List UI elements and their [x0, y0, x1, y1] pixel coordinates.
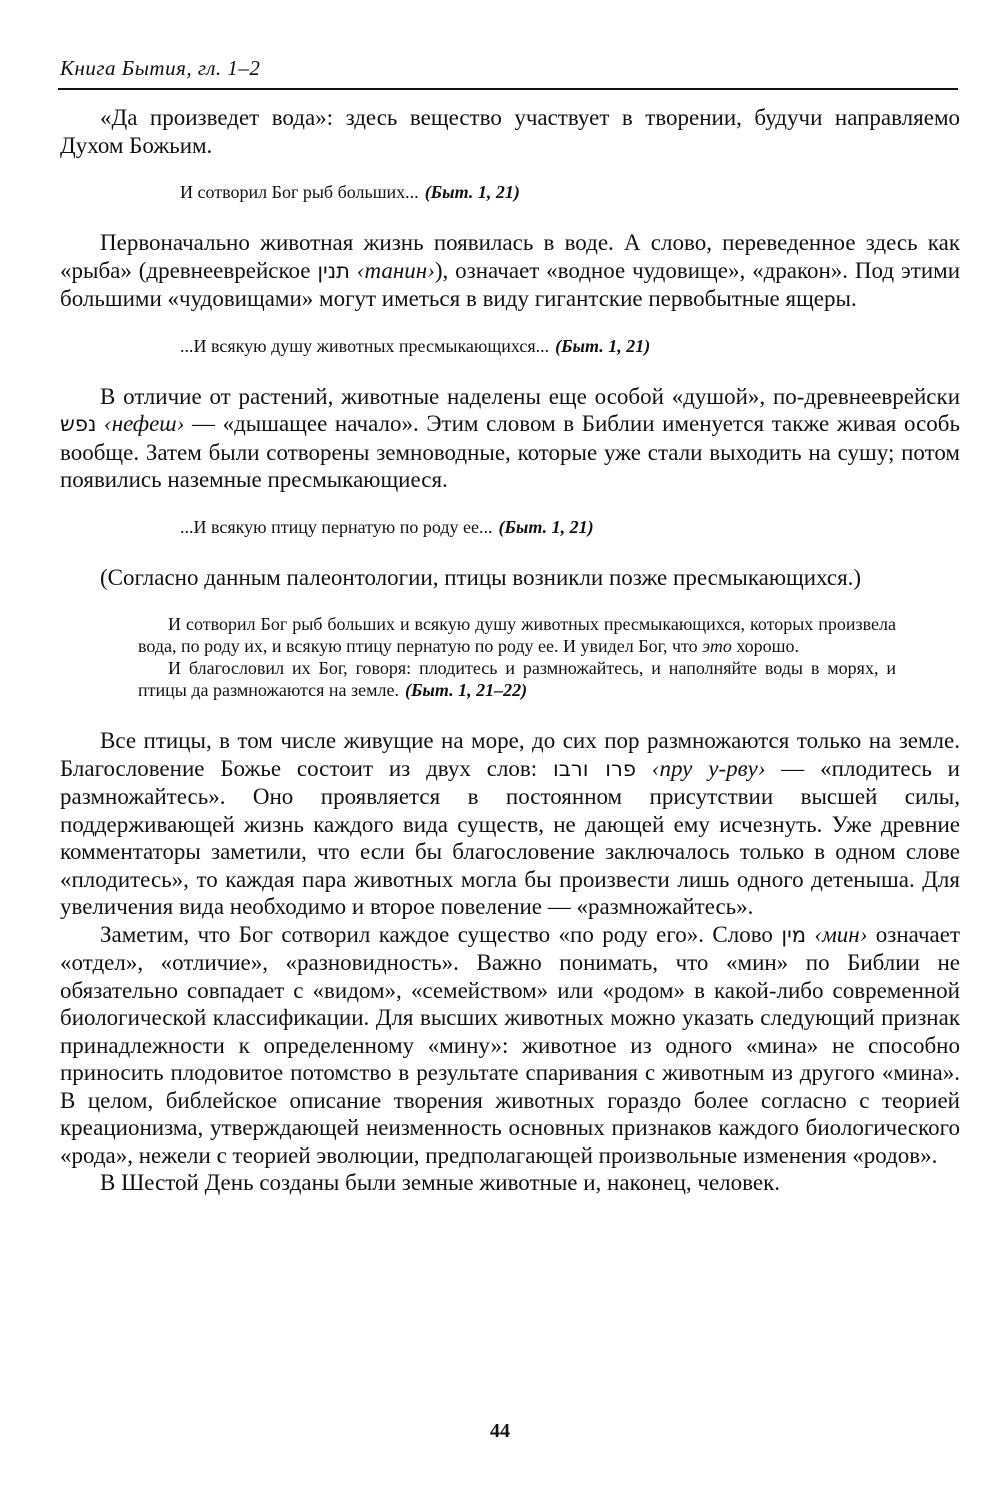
scripture-reference: (Быт. 1, 21–22) — [405, 680, 528, 700]
paragraph-text: означает «отдел», «отличие», «разновидность». Важно понимать, что «мин» по Библии не обязательно совпадает с «видом», «семейством» или «родом» в какой-либо современной биологической классификации. Для высших животных можно указать следующий признак принадлежности к определенному «мину»: животное из одного «мина» не способно приносить плодовитое потомство в результате спаривания с животным из другого «мина». В целом, библейское описание творения животных гораздо более согласно с теорией креационизма, утверждающей неизменность основных признаков каждого биологического «рода», нежели с теорией эволюции, предполагающей произвольные изменения «родов». — [60, 921, 961, 1168]
scripture-block-quote — [60, 613, 960, 701]
scripture-quote-3 — [60, 516, 960, 538]
hebrew-word-nefesh: נפש — [60, 412, 97, 436]
quote-text: И сотворил Бог рыб больших и всякую душу животных пресмыкающихся, которых произвела вода, по роду их, и всякую птицу пернатую по роду ее. И увидел Бог, что — [138, 614, 896, 656]
scripture-reference: (Быт. 1, 21) — [498, 516, 594, 537]
transliteration: ‹пру у-рву› — [651, 755, 766, 781]
transliteration: ‹танин› — [356, 257, 435, 283]
page-body — [60, 104, 960, 1197]
hebrew-word-tanin: תנין — [317, 258, 350, 283]
paragraph-6 — [60, 921, 960, 1170]
transliteration: ‹мин› — [814, 921, 868, 947]
paragraph-3 — [60, 383, 960, 494]
quote-text: И сотворил Бог рыб больших... — [180, 182, 419, 202]
quote-emphasis: это — [702, 636, 732, 656]
paragraph-4: (Согласно данным палеонтологии, птицы возникли позже пресмыкающихся.) — [100, 564, 862, 590]
paragraph-text: Заметим, что Бог сотворил каждое существо «по роду его». Слово — [100, 921, 782, 947]
scripture-reference: (Быт. 1, 21) — [424, 182, 520, 202]
block-quote-line-2 — [138, 657, 896, 701]
transliteration: ‹нефеш› — [104, 411, 185, 436]
paragraph-1: «Да произведет вода»: здесь вещество участвует в творении, будучи направляемо Духом Божьим. — [60, 105, 960, 158]
paragraph-text: ), означает «водное чудовище», «дракон». Под этими большими «чудовищами» могут иметься в виду гигантские первобытные ящеры. — [60, 257, 961, 311]
page-number: 44 — [490, 1420, 510, 1442]
paragraph-2 — [60, 229, 960, 313]
paragraph-text: В отличие от растений, животные наделены еще особой «душой», по-древнееврейски — [100, 383, 960, 409]
header-rule — [58, 88, 958, 90]
hebrew-word-min: מין — [781, 922, 807, 947]
scripture-reference: (Быт. 1, 21) — [555, 335, 651, 356]
paragraph-text: Все птицы, в том числе живущие на море, до сих пор размножаются только на земле. Благословение Божье состоит из двух слов: — [60, 728, 960, 781]
quote-text: ...И всякую душу животных пресмыкающихся... — [180, 335, 550, 356]
scripture-quote-1 — [60, 181, 960, 203]
paragraph-text: Первоначально животная жизнь появилась в воде. А слово, переведенное здесь как «рыба» (древнееврейское — [60, 230, 960, 283]
hebrew-phrase-pru-urvu: פרו ורבו — [553, 756, 636, 781]
paragraph-5 — [60, 727, 960, 921]
paragraph-7: В Шестой День созданы были земные животные и, наконец, человек. — [100, 1170, 781, 1195]
quote-text: ...И всякую птицу пернатую по роду ее... — [180, 516, 493, 537]
quote-text: И благословил их Бог, говоря: плодитесь и размножайтесь, и наполняйте воды в морях, и птицы да размножаются на земле. — [138, 658, 896, 700]
quote-text: хорошо. — [731, 636, 800, 656]
paragraph-text: — «плодитесь и размножайтесь». Оно проявляется в постоянном присутствии высшей силы, поддерживающей жизнь каждого вида существ, не дающей ему исчезнуть. Уже древние комментаторы заметили, что если бы благословение заключалось только в одном слове «плодитесь», то каждая пара животных могла бы произвести лишь одного детеныша. Для увеличения вида необходимо и второе повеление — «размножайтесь». — [60, 755, 960, 919]
paragraph-text: — «дышащее начало». Этим словом в Библии именуется также живая особь вообще. Затем были сотворены земноводные, которые уже стали выходить на сушу; потом появились наземные пресмыкающиеся. — [60, 411, 960, 492]
scripture-quote-2 — [60, 335, 960, 357]
block-quote-line-1 — [138, 613, 896, 657]
running-head: Книга Бытия, гл. 1–2 — [60, 56, 261, 80]
